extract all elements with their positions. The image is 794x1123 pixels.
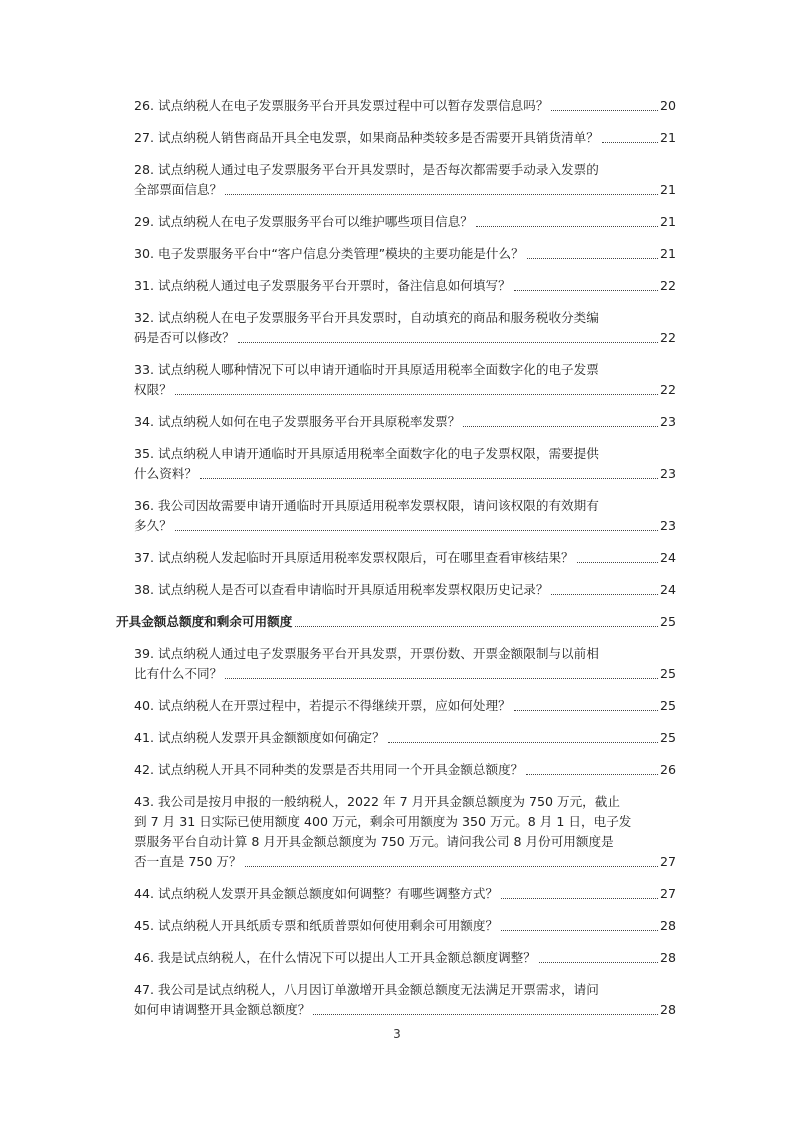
toc-entry-text: 全部票面信息？ <box>134 182 223 197</box>
toc-entry-text: 多久？ <box>134 518 172 533</box>
toc-page-number: 22 <box>659 330 676 345</box>
toc-entry-text: 47. 我公司是试点纳税人，八月因订单激增开具金额总额度无法满足开票需求，请问 <box>134 982 599 997</box>
dot-leader <box>514 290 658 291</box>
toc-entry-text: 40. 试点纳税人在开票过程中，若提示不得继续开票，应如何处理？ <box>134 698 511 713</box>
toc-entry-text: 票服务平台自动计算 8 月开具金额总额度为 750 万元。请问我公司 8 月份可用额度是 <box>134 834 614 849</box>
toc-entry[interactable] <box>116 916 676 936</box>
toc-page-number: 21 <box>659 246 676 261</box>
toc-entry-text: 31. 试点纳税人通过电子发票服务平台开票时，备注信息如何填写？ <box>134 278 511 293</box>
dot-leader <box>539 962 658 963</box>
dot-leader <box>526 774 658 775</box>
toc-entry-text: 35. 试点纳税人申请开通临时开具原适用税率全面数字化的电子发票权限，需要提供 <box>134 446 599 461</box>
toc-page-number: 24 <box>659 582 676 597</box>
toc-page-number: 25 <box>659 730 676 745</box>
dot-leader <box>527 258 658 259</box>
toc-entry-text: 44. 试点纳税人发票开具金额总额度如何调整？有哪些调整方式？ <box>134 886 499 901</box>
dot-leader <box>501 930 658 931</box>
dot-leader <box>388 742 658 743</box>
toc-entry[interactable] <box>116 884 676 904</box>
dot-leader <box>238 342 658 343</box>
toc-entry-text: 42. 试点纳税人开具不同种类的发票是否共用同一个开具金额总额度？ <box>134 762 524 777</box>
toc-page-number: 22 <box>659 278 676 293</box>
dot-leader <box>501 898 658 899</box>
dot-leader <box>313 1014 658 1015</box>
toc-page-number: 28 <box>659 1002 676 1017</box>
toc-entry-text: 如何申请调整开具金额总额度？ <box>134 1002 311 1017</box>
toc-entry[interactable] <box>116 792 676 872</box>
toc-page-number: 28 <box>659 918 676 933</box>
toc-entry-text: 权限？ <box>134 382 172 397</box>
toc-entry[interactable] <box>116 360 676 400</box>
toc-page-number: 25 <box>659 666 676 681</box>
toc-page-number: 21 <box>659 182 676 197</box>
toc-entry[interactable] <box>116 212 676 232</box>
toc-entry-text: 否一直是 750 万？ <box>134 854 242 869</box>
toc-entry[interactable] <box>116 580 676 600</box>
dot-leader <box>551 594 658 595</box>
table-of-contents <box>116 96 676 1032</box>
toc-page-number: 21 <box>659 214 676 229</box>
toc-entry-text: 28. 试点纳税人通过电子发票服务平台开具发票时，是否每次都需要手动录入发票的 <box>134 162 599 177</box>
toc-entry-text: 27. 试点纳税人销售商品开具全电发票，如果商品种类较多是否需要开具销货清单？ <box>134 130 599 145</box>
toc-section-heading[interactable] <box>116 612 676 632</box>
toc-entry-text: 46. 我是试点纳税人，在什么情况下可以提出人工开具金额总额度调整？ <box>134 950 536 965</box>
dot-leader <box>295 626 658 627</box>
toc-entry[interactable] <box>116 728 676 748</box>
dot-leader <box>225 194 658 195</box>
toc-entry[interactable] <box>116 160 676 200</box>
toc-page-number: 25 <box>659 614 676 629</box>
toc-entry[interactable] <box>116 548 676 568</box>
toc-entry-text: 29. 试点纳税人在电子发票服务平台可以维护哪些项目信息？ <box>134 214 473 229</box>
toc-entry-text: 37. 试点纳税人发起临时开具原适用税率发票权限后，可在哪里查看审核结果？ <box>134 550 574 565</box>
toc-entry[interactable] <box>116 760 676 780</box>
toc-entry-text: 比有什么不同？ <box>134 666 223 681</box>
toc-entry[interactable] <box>116 276 676 296</box>
dot-leader <box>476 226 658 227</box>
toc-entry[interactable] <box>116 444 676 484</box>
dot-leader <box>577 562 658 563</box>
toc-entry[interactable] <box>116 412 676 432</box>
toc-entry-text: 32. 试点纳税人在电子发票服务平台开具发票时，自动填充的商品和服务税收分类编 <box>134 310 599 325</box>
toc-entry-text: 33. 试点纳税人哪种情况下可以申请开通临时开具原适用税率全面数字化的电子发票 <box>134 362 599 377</box>
dot-leader <box>175 394 658 395</box>
dot-leader <box>175 530 658 531</box>
toc-entry-text: 码是否可以修改？ <box>134 330 235 345</box>
toc-entry-text: 34. 试点纳税人如何在电子发票服务平台开具原税率发票？ <box>134 414 461 429</box>
toc-entry-text: 开具金额总额度和剩余可用额度 <box>116 614 293 629</box>
toc-page-number: 28 <box>659 950 676 965</box>
toc-entry-text: 26. 试点纳税人在电子发票服务平台开具发票过程中可以暂存发票信息吗？ <box>134 98 549 113</box>
toc-page-number: 23 <box>659 414 676 429</box>
dot-leader <box>200 478 658 479</box>
dot-leader <box>463 426 658 427</box>
toc-entry-text: 30. 电子发票服务平台中“客户信息分类管理”模块的主要功能是什么？ <box>134 246 524 261</box>
toc-page-number: 22 <box>659 382 676 397</box>
toc-page-number: 27 <box>659 854 676 869</box>
toc-page-number: 24 <box>659 550 676 565</box>
toc-entry[interactable] <box>116 980 676 1020</box>
dot-leader <box>551 110 658 111</box>
toc-entry[interactable] <box>116 128 676 148</box>
toc-page-number: 23 <box>659 518 676 533</box>
toc-entry-text: 到 7 月 31 日实际已使用额度 400 万元，剩余可用额度为 350 万元。8 月 1 日，电子发 <box>134 814 632 829</box>
toc-page-number: 26 <box>659 762 676 777</box>
toc-page-number: 27 <box>659 886 676 901</box>
toc-page-number: 21 <box>659 130 676 145</box>
page-number: 3 <box>393 1027 401 1041</box>
toc-entry-text: 41. 试点纳税人发票开具金额额度如何确定？ <box>134 730 385 745</box>
toc-entry[interactable] <box>116 244 676 264</box>
dot-leader <box>602 142 658 143</box>
toc-entry-text: 39. 试点纳税人通过电子发票服务平台开具发票，开票份数、开票金额限制与以前相 <box>134 646 599 661</box>
toc-entry[interactable] <box>116 496 676 536</box>
toc-entry[interactable] <box>116 644 676 684</box>
dot-leader <box>225 678 658 679</box>
toc-entry-text: 45. 试点纳税人开具纸质专票和纸质普票如何使用剩余可用额度？ <box>134 918 499 933</box>
toc-entry[interactable] <box>116 96 676 116</box>
toc-entry[interactable] <box>116 696 676 716</box>
toc-entry-text: 43. 我公司是按月申报的一般纳税人，2022 年 7 月开具金额总额度为 750 万元，截止 <box>134 794 620 809</box>
toc-entry-text: 什么资料？ <box>134 466 197 481</box>
toc-page-number: 25 <box>659 698 676 713</box>
toc-page-number: 20 <box>659 98 676 113</box>
toc-page-number: 23 <box>659 466 676 481</box>
toc-entry-text: 36. 我公司因故需要申请开通临时开具原适用税率发票权限，请问该权限的有效期有 <box>134 498 599 513</box>
dot-leader <box>245 866 658 867</box>
toc-entry[interactable] <box>116 948 676 968</box>
toc-entry[interactable] <box>116 308 676 348</box>
dot-leader <box>514 710 658 711</box>
toc-entry-text: 38. 试点纳税人是否可以查看申请临时开具原适用税率发票权限历史记录？ <box>134 582 549 597</box>
